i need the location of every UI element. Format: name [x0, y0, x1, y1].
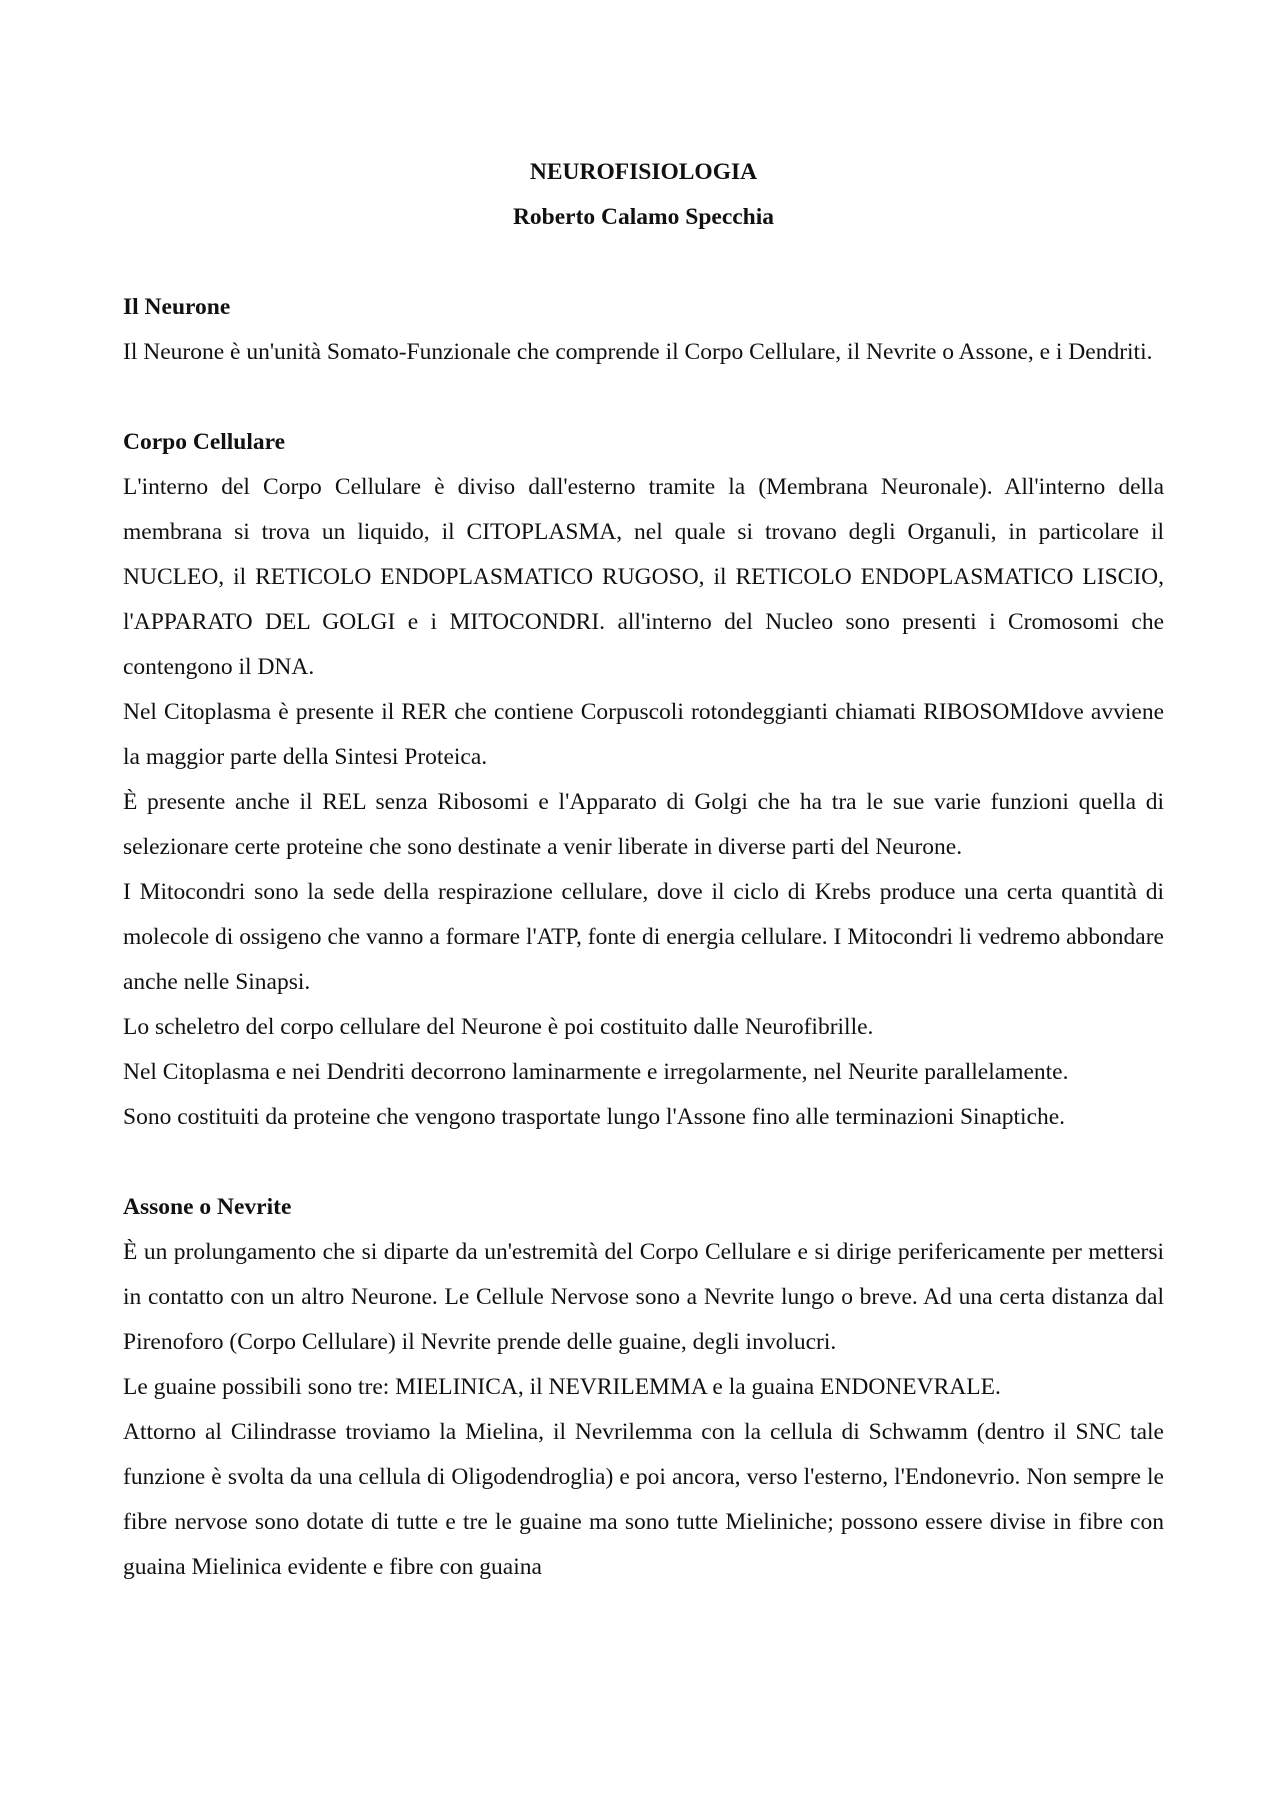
paragraph: I Mitocondri sono la sede della respirazione cellulare, dove il ciclo di Krebs produce una certa quantità di molecole di ossigeno che vanno a formare l'ATP, fonte di energia cellulare. I Mitocondri li vedremo abbondare anche nelle Sinapsi. — [123, 879, 1164, 995]
section-heading: Il Neurone — [123, 294, 231, 320]
document-page — [123, 150, 1164, 1590]
paragraph: Attorno al Cilindrasse troviamo la Mielina, il Nevrilemma con la cellula di Schwamm (dentro il SNC tale funzione è svolta da una cellula di Oligodendroglia) e poi ancora, verso l'esterno, l'Endonevrio. Non sempre le fibre nervose sono dotate di tutte e tre le guaine ma sono tutte Mieliniche; possono essere divise in fibre con guaina Mielinica evidente e fibre con guaina — [123, 1419, 1164, 1580]
paragraph: Le guaine possibili sono tre: MIELINICA, il NEVRILEMMA e la guaina ENDONEVRALE. — [123, 1374, 1001, 1400]
section-il-neurone — [123, 285, 1164, 375]
paragraph: È presente anche il REL senza Ribosomi e l'Apparato di Golgi che ha tra le sue varie funzioni quella di selezionare certe proteine che sono destinate a venir liberate in diverse parti del Neurone. — [123, 789, 1164, 860]
section-corpo-cellulare — [123, 420, 1164, 1140]
document-author: Roberto Calamo Specchia — [512, 204, 775, 230]
paragraph: Nel Citoplasma e nei Dendriti decorrono laminarmente e irregolarmente, nel Neurite parallelamente. — [123, 1059, 1069, 1085]
section-assone-o-nevrite — [123, 1185, 1164, 1590]
document-title: NEUROFISIOLOGIA — [529, 159, 758, 185]
paragraph: Il Neurone è un'unità Somato-Funzionale che comprende il Corpo Cellulare, il Nevrite o Assone, e i Dendriti. — [123, 339, 1153, 365]
section-heading: Assone o Nevrite — [123, 1194, 292, 1220]
paragraph: L'interno del Corpo Cellulare è diviso dall'esterno tramite la (Membrana Neuronale). All'interno della membrana si trova un liquido, il CITOPLASMA, nel quale si trovano degli Organuli, in particolare il NUCLEO, il RETICOLO ENDOPLASMATICO RUGOSO, il RETICOLO ENDOPLASMATICO LISCIO, l'APPARATO DEL GOLGI e i MITOCONDRI. all'interno del Nucleo sono presenti i Cromosomi che contengono il DNA. — [123, 474, 1164, 680]
paragraph: Sono costituiti da proteine che vengono trasportate lungo l'Assone fino alle terminazioni Sinaptiche. — [123, 1104, 1066, 1130]
paragraph: Lo scheletro del corpo cellulare del Neurone è poi costituito dalle Neurofibrille. — [123, 1014, 874, 1040]
section-heading: Corpo Cellulare — [123, 429, 286, 455]
paragraph: È un prolungamento che si diparte da un'estremità del Corpo Cellulare e si dirige perifericamente per mettersi in contatto con un altro Neurone. Le Cellule Nervose sono a Nevrite lungo o breve. Ad una certa distanza dal Pirenoforo (Corpo Cellulare) il Nevrite prende delle guaine, degli involucri. — [123, 1239, 1164, 1355]
paragraph: Nel Citoplasma è presente il RER che contiene Corpuscoli rotondeggianti chiamati RIBOSOMIdove avviene la maggior parte della Sintesi Proteica. — [123, 699, 1164, 770]
